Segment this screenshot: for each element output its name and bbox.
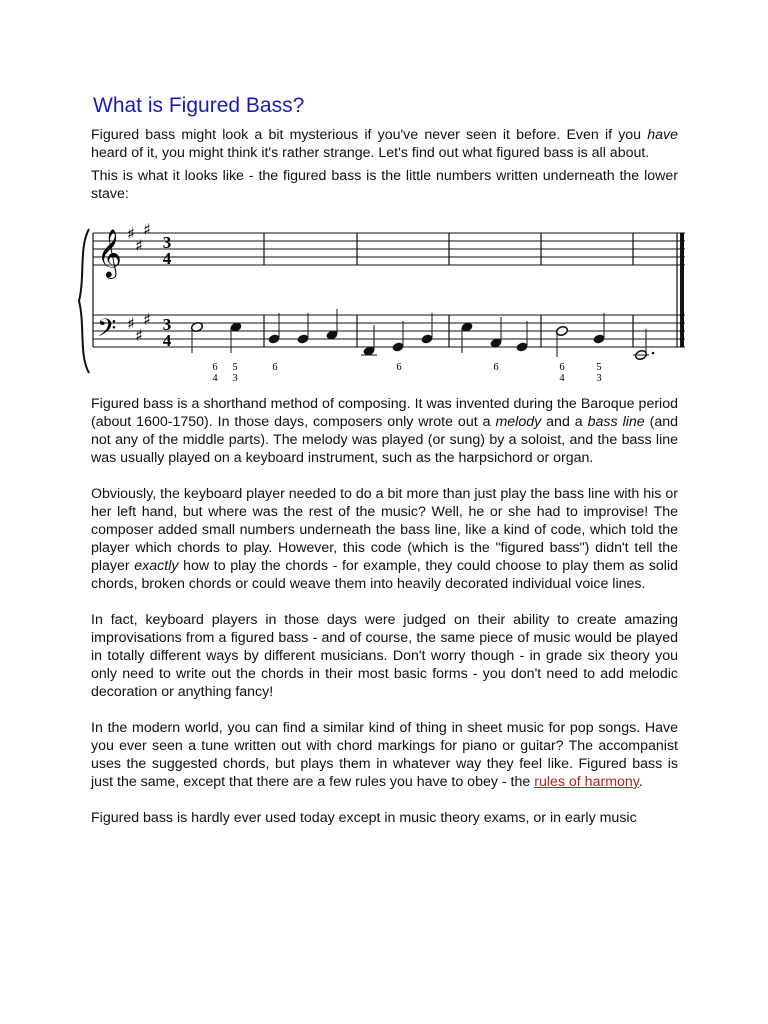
figure-top: 6 bbox=[212, 362, 218, 373]
rules-of-harmony-link[interactable]: rules of harmony bbox=[534, 774, 639, 790]
text-run: Obviously, the keyboard player needed to do a bit more than just play the bass line with his or her left hand, but where was the rest of the music? Well, he or she had to improvise! The composer added small numbers underneath the bass line, like a kind of code, which told the player which chords to play. However, this code (which is the "figured bass") didn't tell the player bbox=[91, 486, 678, 574]
article bbox=[91, 92, 678, 827]
figure-top: 6 bbox=[396, 362, 402, 373]
figured-bass-numbers bbox=[212, 362, 601, 384]
time-signatures bbox=[163, 233, 172, 350]
text-run: Figured bass is a shorthand method of composing. It was invented during the Baroque period (about 1600-1750). In those days, composers only wrote out a bbox=[91, 396, 678, 430]
page-title: What is Figured Bass? bbox=[93, 94, 305, 117]
figure-top: 6 bbox=[272, 362, 278, 373]
figure-top: 6 bbox=[559, 362, 565, 373]
score-svg bbox=[75, 217, 695, 387]
emphasis: have bbox=[647, 127, 678, 143]
body-paragraph bbox=[91, 485, 678, 593]
text-run: . bbox=[638, 774, 643, 790]
figure-bottom: 3 bbox=[232, 373, 238, 384]
bass-clef-icon: 𝄢 bbox=[97, 314, 117, 349]
barlines bbox=[264, 233, 677, 347]
body-paragraph bbox=[91, 395, 678, 467]
bass-notes bbox=[190, 309, 654, 361]
figure-bottom: 4 bbox=[212, 373, 218, 384]
bass-time-bottom: 4 bbox=[162, 331, 172, 350]
svg-text:♯: ♯ bbox=[127, 224, 135, 243]
figure-top: 5 bbox=[232, 362, 238, 373]
text-run: and a bbox=[541, 414, 588, 430]
svg-text:♯: ♯ bbox=[127, 314, 135, 333]
text-run: heard of it, you might think it's rather strange. Let's find out what figured bass is all about. bbox=[91, 145, 650, 161]
treble-time-top: 3 bbox=[162, 233, 172, 252]
body-paragraph: Figured bass is hardly ever used today except in music theory exams, or in early music bbox=[91, 810, 637, 826]
figure-bottom: 3 bbox=[596, 373, 602, 384]
svg-text:♯: ♯ bbox=[135, 236, 143, 255]
treble-key-signature bbox=[127, 220, 151, 255]
text-run: Figured bass might look a bit mysterious if you've never seen it before. Even if you bbox=[91, 127, 648, 143]
figure-bottom: 4 bbox=[559, 373, 565, 384]
text-run: how to play the chords - for example, they could choose to play them as solid chords, broken chords or could weave them into heavily decorated individual voice lines. bbox=[91, 558, 678, 592]
emphasis: bass line bbox=[587, 414, 645, 430]
text-run: In the modern world, you can find a similar kind of thing in sheet music for pop songs. Have you ever seen a tune written out with chord markings for piano or guitar? The accompanist uses the suggested chords, but plays them in whatever way they feel like. Figured bass is just the same, except that there are a few rules you have to obey - the bbox=[91, 720, 678, 790]
figure-top: 6 bbox=[493, 362, 499, 373]
body-paragraph: In fact, keyboard players in those days were judged on their ability to create amazing improvisations from a figured bass - and of course, the same piece of music would be played in totally different ways by different musicians. Don't worry though - in grade six theory you only need to write out the chords in their most basic forms - you don't need to add melodic decoration or anything fancy! bbox=[91, 612, 678, 700]
treble-staff bbox=[93, 233, 685, 265]
svg-text:♯: ♯ bbox=[143, 220, 151, 239]
brace bbox=[79, 229, 89, 373]
intro-paragraph bbox=[91, 126, 678, 162]
bass-time-top: 3 bbox=[162, 315, 172, 334]
figured-bass-score bbox=[75, 217, 695, 387]
svg-text:♯: ♯ bbox=[143, 310, 151, 329]
text-run: (and not any of the middle parts). The melody was played (or sung) by a soloist, and the bass line was usually played on a keyboard instrument, such as the harpsichord or organ. bbox=[91, 414, 679, 466]
treble-clef-icon: 𝄞 bbox=[97, 228, 122, 277]
treble-time-bottom: 4 bbox=[162, 249, 172, 268]
final-barline bbox=[680, 233, 684, 347]
svg-text:♯: ♯ bbox=[135, 326, 143, 345]
figure-top: 5 bbox=[596, 362, 602, 373]
score-caption: This is what it looks like - the figured bass is the little numbers written underneath the lower stave: bbox=[91, 168, 678, 202]
body-paragraph bbox=[91, 719, 678, 791]
emphasis: exactly bbox=[134, 558, 179, 574]
emphasis: melody bbox=[495, 414, 542, 430]
